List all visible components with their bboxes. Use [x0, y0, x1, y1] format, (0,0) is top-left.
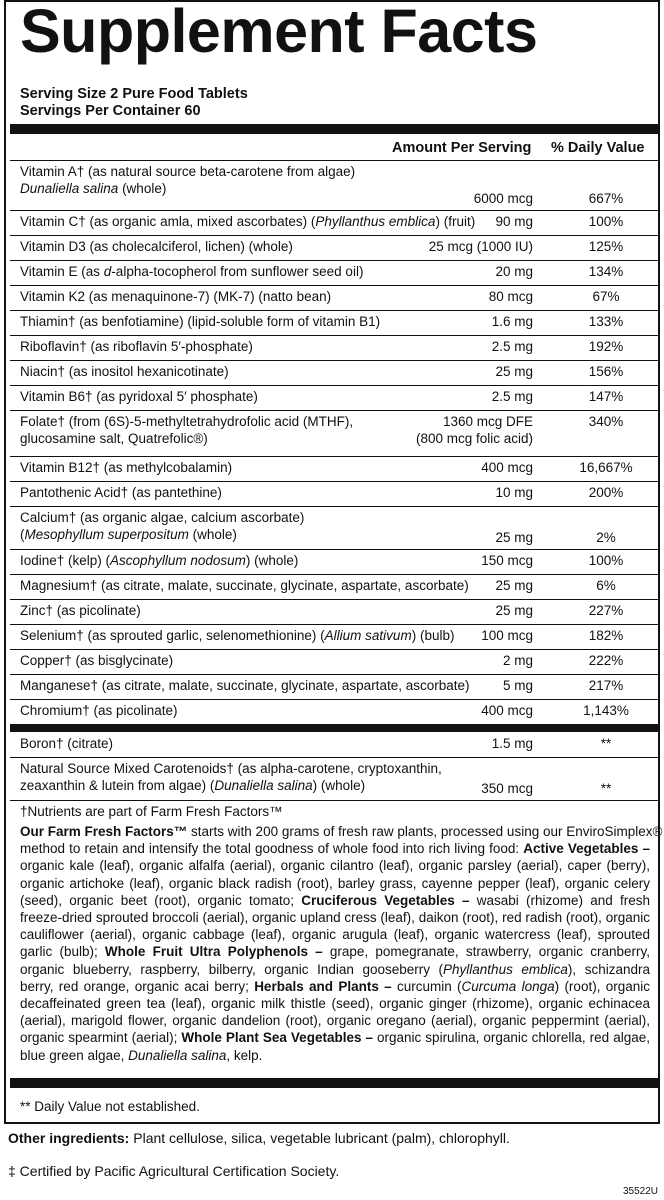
nutrient-amount: 100 mcg	[481, 628, 533, 643]
nutrient-name: Folate† (from (6S)-5-methyltetrahydrofolic acid (MTHF), glucosamine salt, Quatrefolic®)	[20, 414, 354, 446]
nutrient-row	[10, 335, 658, 360]
nutrient-row	[10, 285, 658, 310]
nutrient-row	[10, 757, 658, 800]
nutrient-row	[10, 624, 658, 649]
nutrient-daily-value: 16,667%	[579, 460, 633, 475]
nutrient-daily-value: 133%	[588, 314, 624, 329]
nutrient-daily-value: **	[600, 780, 612, 796]
nutrient-row	[10, 699, 658, 724]
nutrient-daily-value: 222%	[588, 653, 624, 668]
servings-per-container: Servings Per Container 60	[20, 103, 201, 119]
nutrient-amount: 400 mcg	[481, 703, 533, 718]
nutrient-daily-value: 340%	[588, 414, 624, 429]
nutrient-name: Vitamin E (as d-alpha-tocopherol from sunflower seed oil)	[20, 264, 364, 279]
nutrient-daily-value: 100%	[588, 214, 624, 229]
nutrient-daily-value: 2%	[596, 529, 616, 545]
nutrient-row	[10, 360, 658, 385]
nutrient-name: Magnesium† (as citrate, malate, succinate, glycinate, aspartate, ascorbate)	[20, 578, 469, 593]
nutrient-amount: 150 mcg	[481, 553, 533, 568]
nutrient-daily-value: 67%	[592, 289, 620, 304]
thick-divider-bottom	[10, 1078, 658, 1088]
dagger-footnote: †Nutrients are part of Farm Fresh Factors™	[20, 804, 283, 819]
nutrient-row	[10, 456, 658, 481]
nutrient-daily-value: 147%	[588, 389, 624, 404]
nutrient-amount: 2 mg	[502, 653, 533, 668]
nutrient-row	[10, 574, 658, 599]
nutrient-amount: 350 mcg	[481, 780, 533, 796]
nutrient-row	[10, 410, 658, 456]
nutrient-name: Vitamin D3 (as cholecalciferol, lichen) (whole)	[20, 239, 293, 254]
nutrient-amount: 25 mg	[495, 603, 533, 618]
nutrient-row	[10, 674, 658, 699]
nutrient-name: Vitamin B12† (as methylcobalamin)	[20, 460, 233, 475]
nutrient-amount: 400 mcg	[481, 460, 533, 475]
nutrient-row	[10, 385, 658, 410]
serving-size: Serving Size 2 Pure Food Tablets	[20, 86, 248, 102]
nutrient-daily-value: 6%	[596, 578, 616, 593]
nutrient-row	[10, 649, 658, 674]
nutrient-row	[10, 732, 658, 757]
nutrient-amount: 25 mg	[495, 364, 533, 379]
nutrient-name: Chromium† (as picolinate)	[20, 703, 178, 718]
nutrient-amount: 5 mg	[502, 678, 533, 693]
nutrient-amount: 90 mg	[495, 214, 533, 229]
amount-header: Amount Per Serving	[392, 140, 532, 156]
nutrient-amount: 10 mg	[495, 485, 533, 500]
nutrient-amount: 1.5 mg	[491, 736, 533, 751]
nutrient-row	[10, 481, 658, 506]
nutrient-row	[10, 310, 658, 335]
other-ingredients: Other ingredients: Plant cellulose, silica, vegetable lubricant (palm), chlorophyll.	[8, 1130, 510, 1146]
nutrient-daily-value: 1,143%	[583, 703, 629, 718]
nutrient-row	[10, 235, 658, 260]
divider	[10, 800, 658, 801]
nutrient-daily-value: 100%	[588, 553, 624, 568]
nutrient-name: Iodine† (kelp) (Ascophyllum nodosum) (whole)	[20, 553, 299, 568]
nutrient-name: Selenium† (as sprouted garlic, selenomethionine) (Allium sativum) (bulb)	[20, 628, 455, 643]
nutrient-name: Natural Source Mixed Carotenoids† (as alpha-carotene, cryptoxanthin, zeaxanthin & lutein from algae) (Dunaliella salina) (whole)	[20, 761, 442, 793]
nutrient-name: Vitamin A† (as natural source beta-carotene from algae) Dunaliella salina (whole)	[20, 164, 356, 196]
daily-value-header: % Daily Value	[551, 140, 645, 156]
product-code: 35522U	[622, 1186, 658, 1197]
nutrient-daily-value: 156%	[588, 364, 624, 379]
nutrient-row	[10, 506, 658, 549]
nutrient-daily-value: 200%	[588, 485, 624, 500]
farm-fresh-factors-text: Our Farm Fresh Factors™ starts with 200 grams of fresh raw plants, processed using our EnviroSimplex® method to retain and intensify the total goodness of whole food into rich living food: Active Vegetables – organic kale (leaf), organic alfalfa (aerial), organic cilantro (leaf), organic parsley (aerial), caper (berry), organic artichoke (leaf), organic black radish (root), barley grass, cayenne pepper (leaf), organic celery (seed), organic beet (root), organic tomato; Cruciferous Vegetables – wasabi (rhizome) and fresh freeze-dried sprouted broccoli (aerial), organic upland cress (leaf), daikon (root), red radish (root), organic cauliflower (aerial), organic cabbage (leaf), organic arugula (leaf), organic watercress (leaf), sprouted garlic (bulb); Whole Fruit Ultra Polyphenols – grape, pomegranate, strawberry, organic cranberry, organic blueberry, raspberry, bilberry, organic Indian gooseberry (Phyllanthus emblica), schizandra berry, red orange, organic acai berry; Herbals and Plants – curcumin (Curcuma longa) (root), organic decaffeinated green tea (leaf), organic milk thistle (seed), organic ginger (rhizome), organic echinacea (aerial), marigold flower, organic dandelion (root), organic oregano (aerial), organic peppermint (aerial), organic spearmint (aerial); Whole Plant Sea Vegetables – organic spirulina, organic chlorella, red algae, blue green algae, Dunaliella salina, kelp.	[20, 824, 663, 1063]
nutrient-name: Manganese† (as citrate, malate, succinate, glycinate, aspartate, ascorbate)	[20, 678, 470, 693]
nutrient-name: Vitamin K2 (as menaquinone-7) (MK-7) (natto bean)	[20, 289, 332, 304]
nutrient-amount: 80 mcg	[488, 289, 533, 304]
nutrient-amount: 25 mg	[495, 529, 533, 545]
nutrient-name: Pantothenic Acid† (as pantethine)	[20, 485, 222, 500]
nutrient-amount: 1360 mcg DFE (800 mcg folic acid)	[415, 414, 533, 446]
nutrient-amount: 25 mcg (1000 IU)	[428, 239, 533, 254]
thick-divider-top	[10, 124, 658, 134]
nutrient-amount: 20 mg	[495, 264, 533, 279]
nutrient-name: Calcium† (as organic algae, calcium ascorbate) (Mesophyllum superpositum (whole)	[20, 510, 305, 542]
nutrient-name: Copper† (as bisglycinate)	[20, 653, 174, 668]
nutrient-name: Thiamin† (as benfotiamine) (lipid-soluble form of vitamin B1)	[20, 314, 381, 329]
thick-divider-middle	[10, 724, 658, 732]
nutrient-amount: 1.6 mg	[491, 314, 533, 329]
nutrient-name: Vitamin B6† (as pyridoxal 5′ phosphate)	[20, 389, 258, 404]
nutrient-row	[10, 599, 658, 624]
nutrient-name: Boron† (citrate)	[20, 736, 114, 751]
serving-info	[20, 86, 248, 120]
nutrient-daily-value: 217%	[588, 678, 624, 693]
daily-value-footnote: ** Daily Value not established.	[20, 1099, 200, 1114]
nutrient-name: Niacin† (as inositol hexanicotinate)	[20, 364, 229, 379]
nutrient-daily-value: 134%	[588, 264, 624, 279]
nutrient-name: Riboflavin† (as riboflavin 5′-phosphate)	[20, 339, 253, 354]
nutrient-row	[10, 210, 658, 235]
nutrient-daily-value: **	[600, 736, 612, 751]
nutrient-amount: 6000 mcg	[473, 190, 533, 206]
nutrient-daily-value: 125%	[588, 239, 624, 254]
supplement-facts-panel	[4, 0, 663, 1124]
nutrient-daily-value: 227%	[588, 603, 624, 618]
nutrient-daily-value: 667%	[588, 190, 624, 206]
nutrient-daily-value: 192%	[588, 339, 624, 354]
nutrient-row	[10, 260, 658, 285]
nutrient-name: Vitamin C† (as organic amla, mixed ascorbates) (Phyllanthus emblica) (fruit)	[20, 214, 476, 229]
nutrient-amount: 2.5 mg	[491, 389, 533, 404]
certification-note: ‡ Certified by Pacific Agricultural Certification Society.	[8, 1163, 340, 1179]
nutrient-row	[10, 160, 658, 210]
nutrient-amount: 2.5 mg	[491, 339, 533, 354]
nutrient-amount: 25 mg	[495, 578, 533, 593]
nutrient-name: Zinc† (as picolinate)	[20, 603, 141, 618]
nutrient-daily-value: 182%	[588, 628, 624, 643]
nutrient-row	[10, 549, 658, 574]
panel-title: Supplement Facts	[20, 0, 538, 65]
